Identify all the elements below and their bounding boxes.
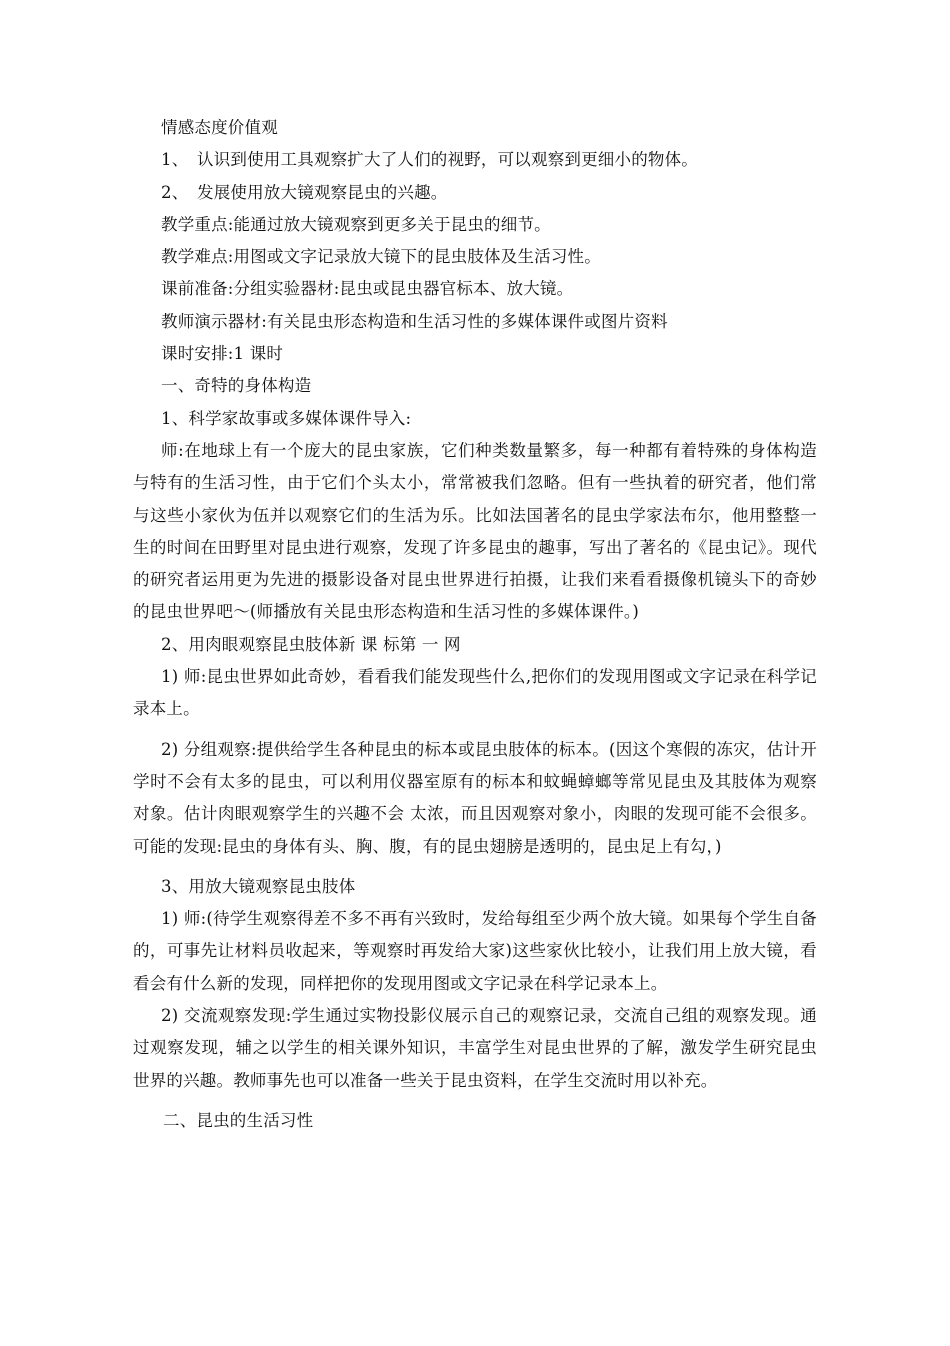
teaching-difficulty: 教学难点:用图或文字记录放大镜下的昆虫肢体及生活习性。 [161,247,601,267]
section-heading-habits: 二、昆虫的生活习性 [163,1110,314,1130]
list-item [133,144,817,176]
list-number: 1、 [161,150,189,170]
section-heading-attitudes: 情感态度价值观 [161,118,278,137]
subsection-heading: 1、科学家故事或多媒体课件导入: [161,408,412,428]
subsection-heading: 2、用肉眼观察昆虫肢体新 课 标第 一 网 [161,634,461,654]
list-item-text: 认识到使用工具观察扩大了人们的视野，可以观察到更细小的物体。 [197,150,698,170]
lesson-preparation: 课前准备:分组实验器材:昆虫或昆虫器官标本、放大镜。 [161,279,574,299]
paragraph-step: 2) 交流观察发现:学生通过实物投影仪展示自己的观察记录，交流自己组的观察发现。通过观察发现，辅之以学生的相关课外知识，丰富学生对昆虫世界的了解，激发学生研究昆虫世界的兴趣。教师事先也可以准备一些关于昆虫资料，在学生交流时用以补充。 [133,1006,817,1090]
teacher-materials: 教师演示器材:有关昆虫形态构造和生活习性的多媒体课件或图片资料 [161,311,668,331]
lesson-schedule: 课时安排:1 课时 [161,344,284,364]
subsection-heading: 3、用放大镜观察昆虫肢体 [161,876,356,896]
paragraph-teacher-intro: 师:在地球上有一个庞大的昆虫家族，它们种类数量繁多，每一种都有着特殊的身体构造与特有的生活习性，由于它们个头太小，常常被我们忽略。但有一些执着的研究者，他们常与这些小家伙为伍并以观察它们的生活为乐。比如法国著名的昆虫学家法布尔，他用整整一生的时间在田野里对昆虫进行观察，发现了许多昆虫的趣事，写出了著名的《昆虫记》。现代的研究者运用更为先进的摄影设备对昆虫世界进行拍摄，让我们来看看摄像机镜头下的奇妙的昆虫世界吧～(师播放有关昆虫形态构造和生活习性的多媒体课件。) [133,440,817,622]
list-item [133,177,817,209]
section-heading-body-structure: 一、奇特的身体构造 [161,376,312,396]
document-body [133,112,817,1137]
list-item-text: 发展使用放大镜观察昆虫的兴趣。 [197,182,448,202]
paragraph-step: 2) 分组观察:提供给学生各种昆虫的标本或昆虫肢体的标本。(因这个寒假的冻灾，估计开学时不会有太多的昆虫，可以利用仪器室原有的标本和蚊蝇蟑螂等常见昆虫及其肢体为观察对象。估计肉眼观察学生的兴趣不会 太浓，而且因观察对象小，肉眼的发现可能不会很多。可能的发现:昆虫的身体有头、胸、腹，有的昆虫翅膀是透明的，昆虫足上有勾，) [133,739,817,856]
paragraph-step: 1) 师:昆虫世界如此奇妙，看看我们能发现些什么,把你们的发现用图或文字记录在科学记录本上。 [133,667,817,719]
paragraph-step: 1) 师:(待学生观察得差不多不再有兴致时，发给每组至少两个放大镜。如果每个学生自备的，可事先让材料员收起来，等观察时再发给大家)这些家伙比较小，让我们用上放大镜，看看会有什么新的发现，同样把你的发现用图或文字记录在科学记录本上。 [133,909,817,993]
teaching-focus: 教学重点:能通过放大镜观察到更多关于昆虫的细节。 [161,214,551,234]
list-number: 2、 [161,182,189,202]
